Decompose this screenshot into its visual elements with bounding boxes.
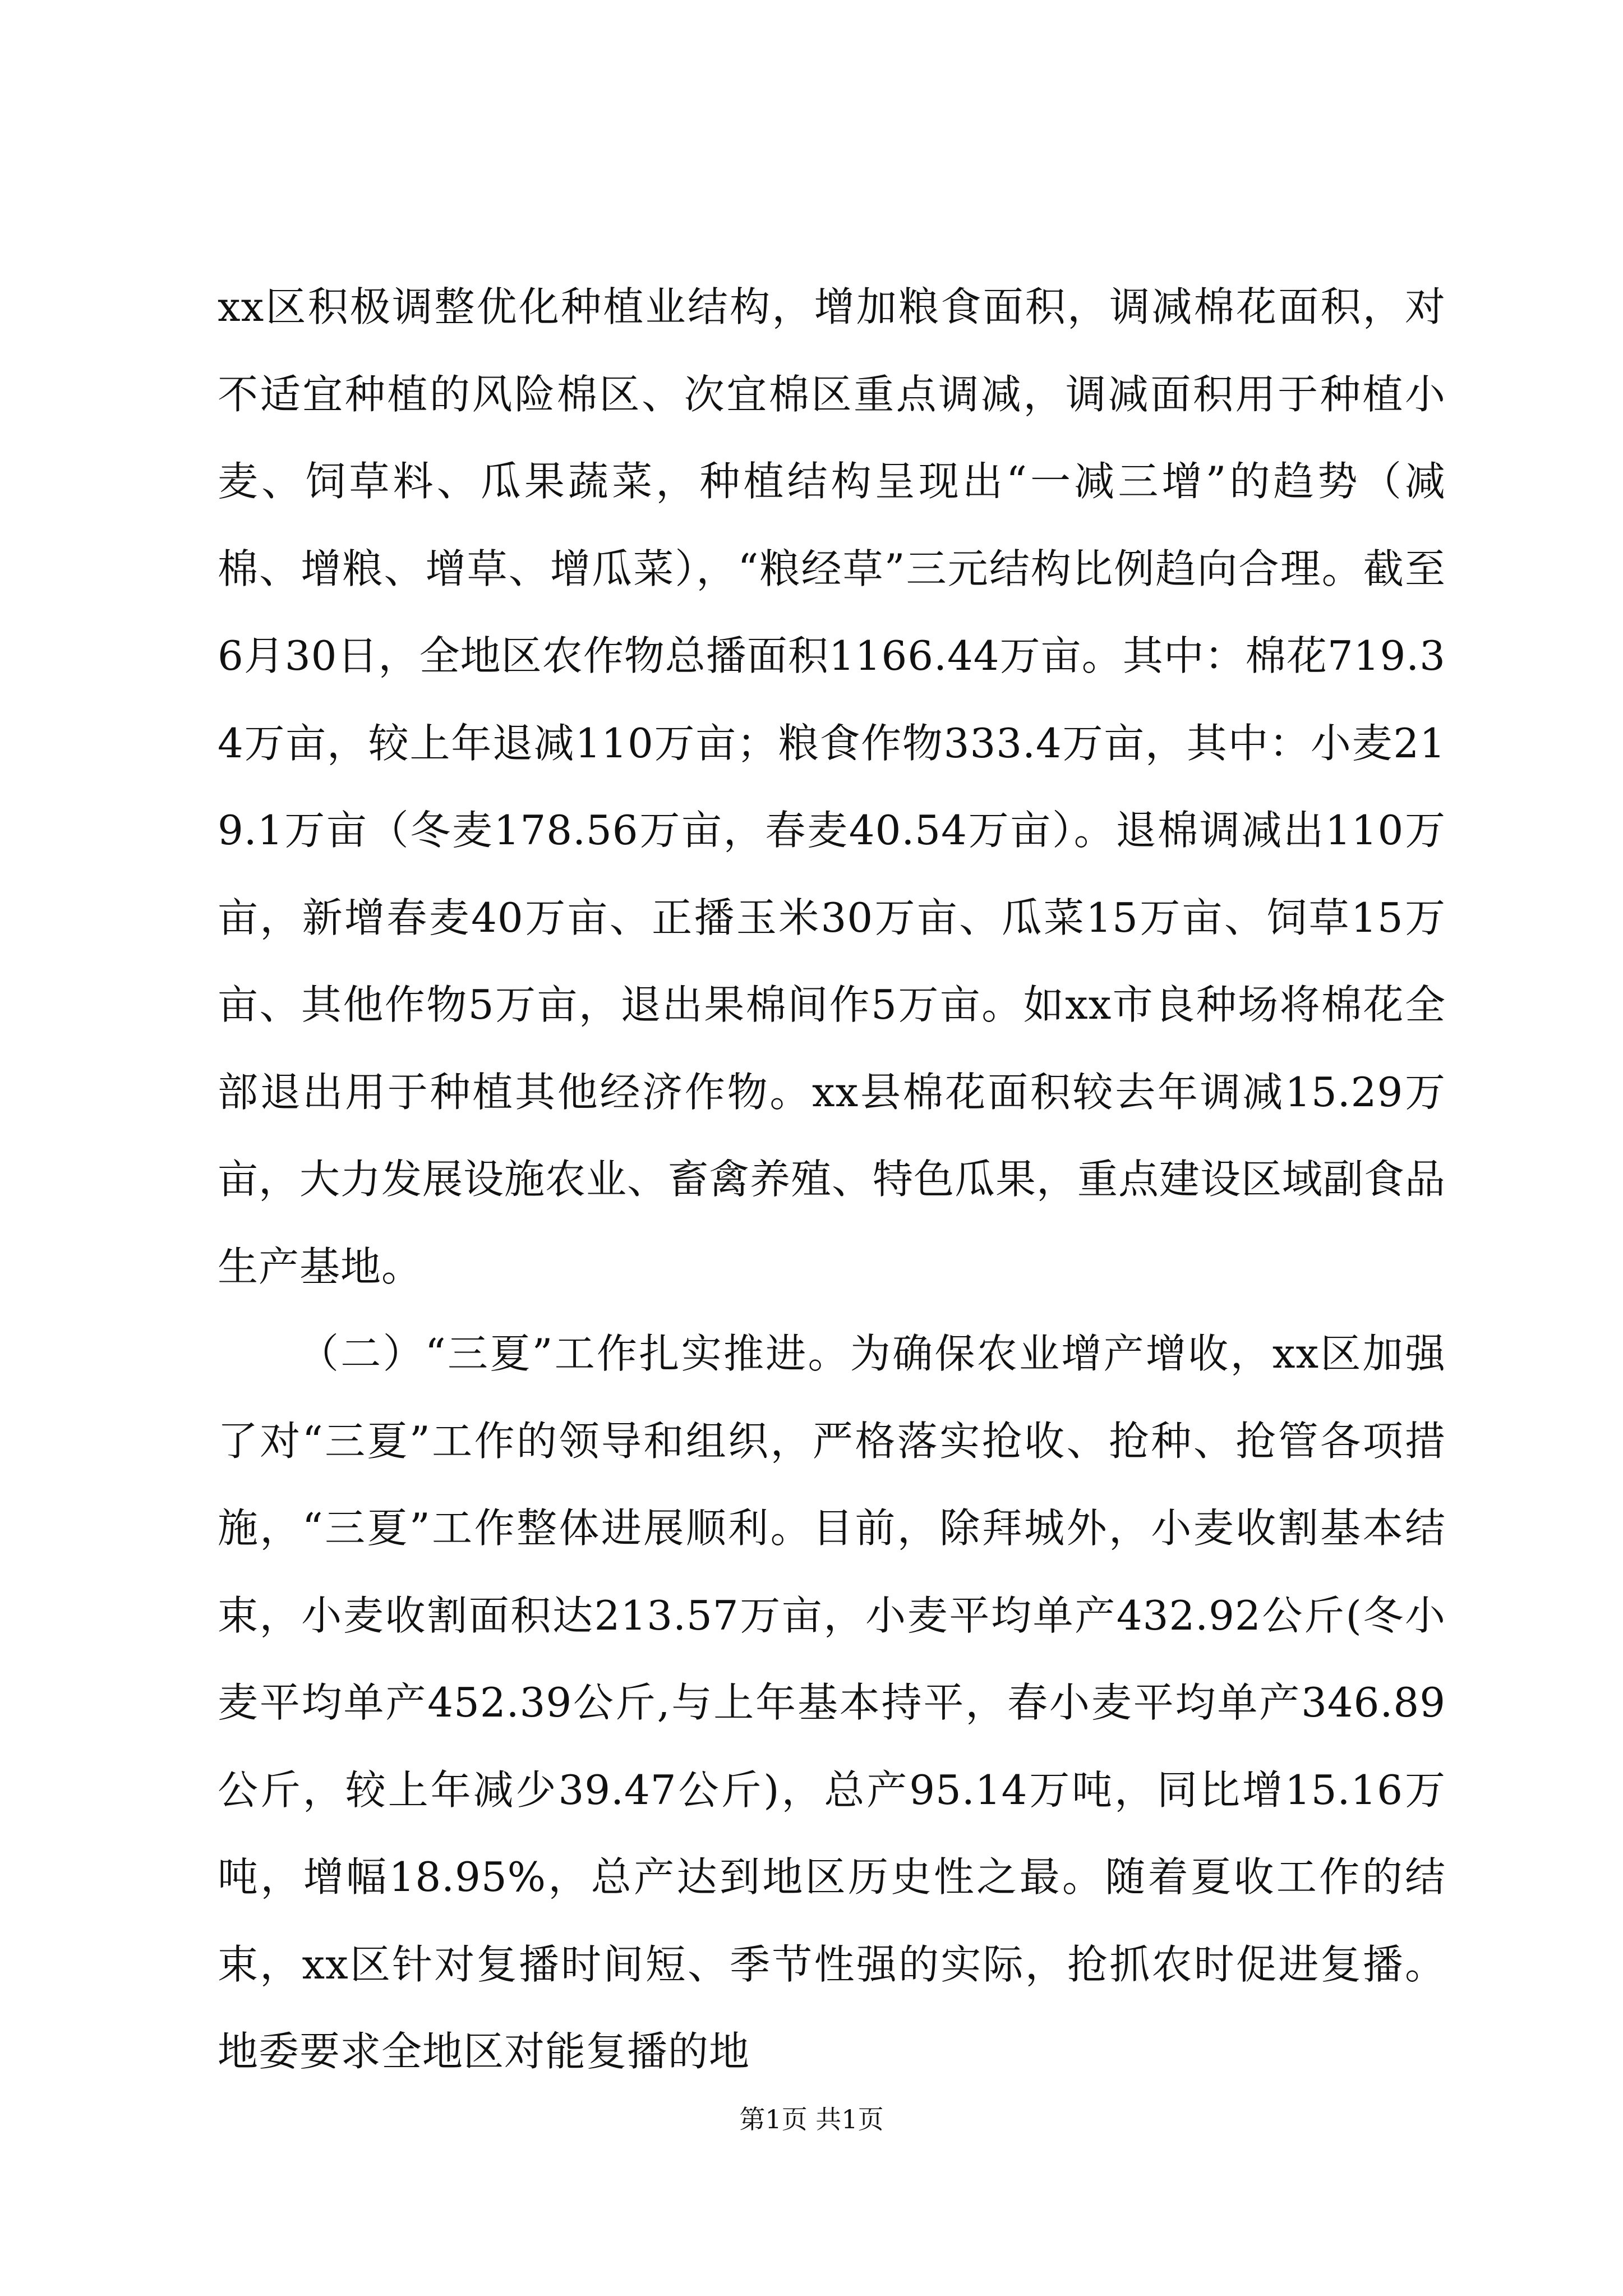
body-text xyxy=(218,264,1446,2096)
paragraph-sanxia-work: （二）“三夏”工作扎实推进。为确保农业增产增收，xx区加强了对“三夏”工作的领导和组织，严格落实抢收、抢种、抢管各项措施，“三夏”工作整体进展顺利。目前，除拜城外，小麦收割基本结束，小麦收割面积达213.57万亩，小麦平均单产432.92公斤(冬小麦平均单产452.39公斤,与上年基本持平，春小麦平均单产346.89公斤，较上年减少39.47公斤)，总产95.14万吨，同比增15.16万吨，增幅18.95%，总产达到地区历史性之最。随着夏收工作的结束，xx区针对复播时间短、季节性强的实际，抢抓农时促进复播。地委要求全地区对能复播的地 xyxy=(218,1330,1446,2075)
page-footer: 第1页 共1页 xyxy=(739,2104,884,2134)
paragraph-planting-structure: xx区积极调整优化种植业结构，增加粮食面积，调减棉花面积，对不适宜种植的风险棉区、次宜棉区重点调减，调减面积用于种植小麦、饲草料、瓜果蔬菜，种植结构呈现出“一减三增”的趋势（减棉、增粮、增草、增瓜菜），“粮经草”三元结构比例趋向合理。截至6月30日，全地区农作物总播面积1166.44万亩。其中：棉花719.34万亩，较上年退减110万亩；粮食作物333.4万亩，其中：小麦219.1万亩（冬麦178.56万亩，春麦40.54万亩）。退棉调减出110万亩，新增春麦40万亩、正播玉米30万亩、瓜菜15万亩、饲草15万亩、其他作物5万亩，退出果棉间作5万亩。如xx市良种场将棉花全部退出用于种植其他经济作物。xx县棉花面积较去年调减15.29万亩，大力发展设施农业、畜禽养殖、特色瓜果，重点建设区域副食品生产基地。 xyxy=(218,283,1446,1290)
